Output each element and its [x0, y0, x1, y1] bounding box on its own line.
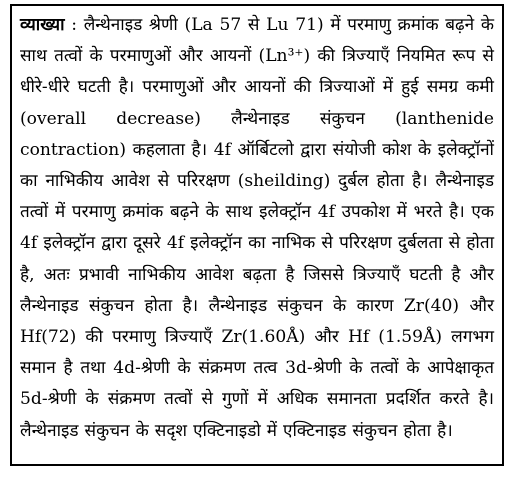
- explanation-heading: व्याख्या: [20, 15, 65, 35]
- explanation-box: [10, 4, 504, 466]
- explanation-text: : लैन्थेनाइड श्रेणी (La 57 से Lu 71) में परमाणु क्रमांक बढ़ने के साथ तत्वों के परमाणुओं और आयनों (Ln³⁺) की त्रिज्याएँ नियमित रूप से धीरे-धीरे घटती है। परमाणुओं और आयनों की त्रिज्याओं में हुई समग्र कमी (overall decrease) लैन्थेनाइड संकुचन (lanthenide contraction) कहलाता है। 4f ऑर्बिटलो द्वारा संयोजी कोश के इलेक्ट्रॉनों का नाभिकीय आवेश से परिरक्षण (sheilding) दुर्बल होता है। लैन्थेनाइड तत्वों में परमाणु क्रमांक बढ़ने के साथ इलेक्ट्रॉन 4f उपकोश में भरते है। एक 4f इलेक्ट्रॉन द्वारा दूसरे 4f इलेक्ट्रॉन का नाभिक से परिरक्षण दुर्बलता से होता है, अतः प्रभावी नाभिकीय आवेश बढ़ता है जिससे त्रिज्याएँ घटती है और लैन्थेनाइड संकुचन होता है। लैन्थेनाइड संकुचन के कारण Zr(40) और Hf(72) की परमाणु त्रिज्याएँ Zr(1.60Å) और Hf (1.59Å) लगभग समान है तथा 4d-श्रेणी के संक्रमण तत्व 3d-श्रेणी के तत्वों के आपेक्षाकृत 5d-श्रेणी के संक्रमण तत्वों से गुणों में अधिक समानता प्रदर्शित करते है। लैन्थेनाइड संकुचन के सदृश एक्टिनाइडो में एक्टिनाइड संकुचन होता है।: [20, 15, 494, 441]
- explanation-paragraph: [20, 10, 494, 447]
